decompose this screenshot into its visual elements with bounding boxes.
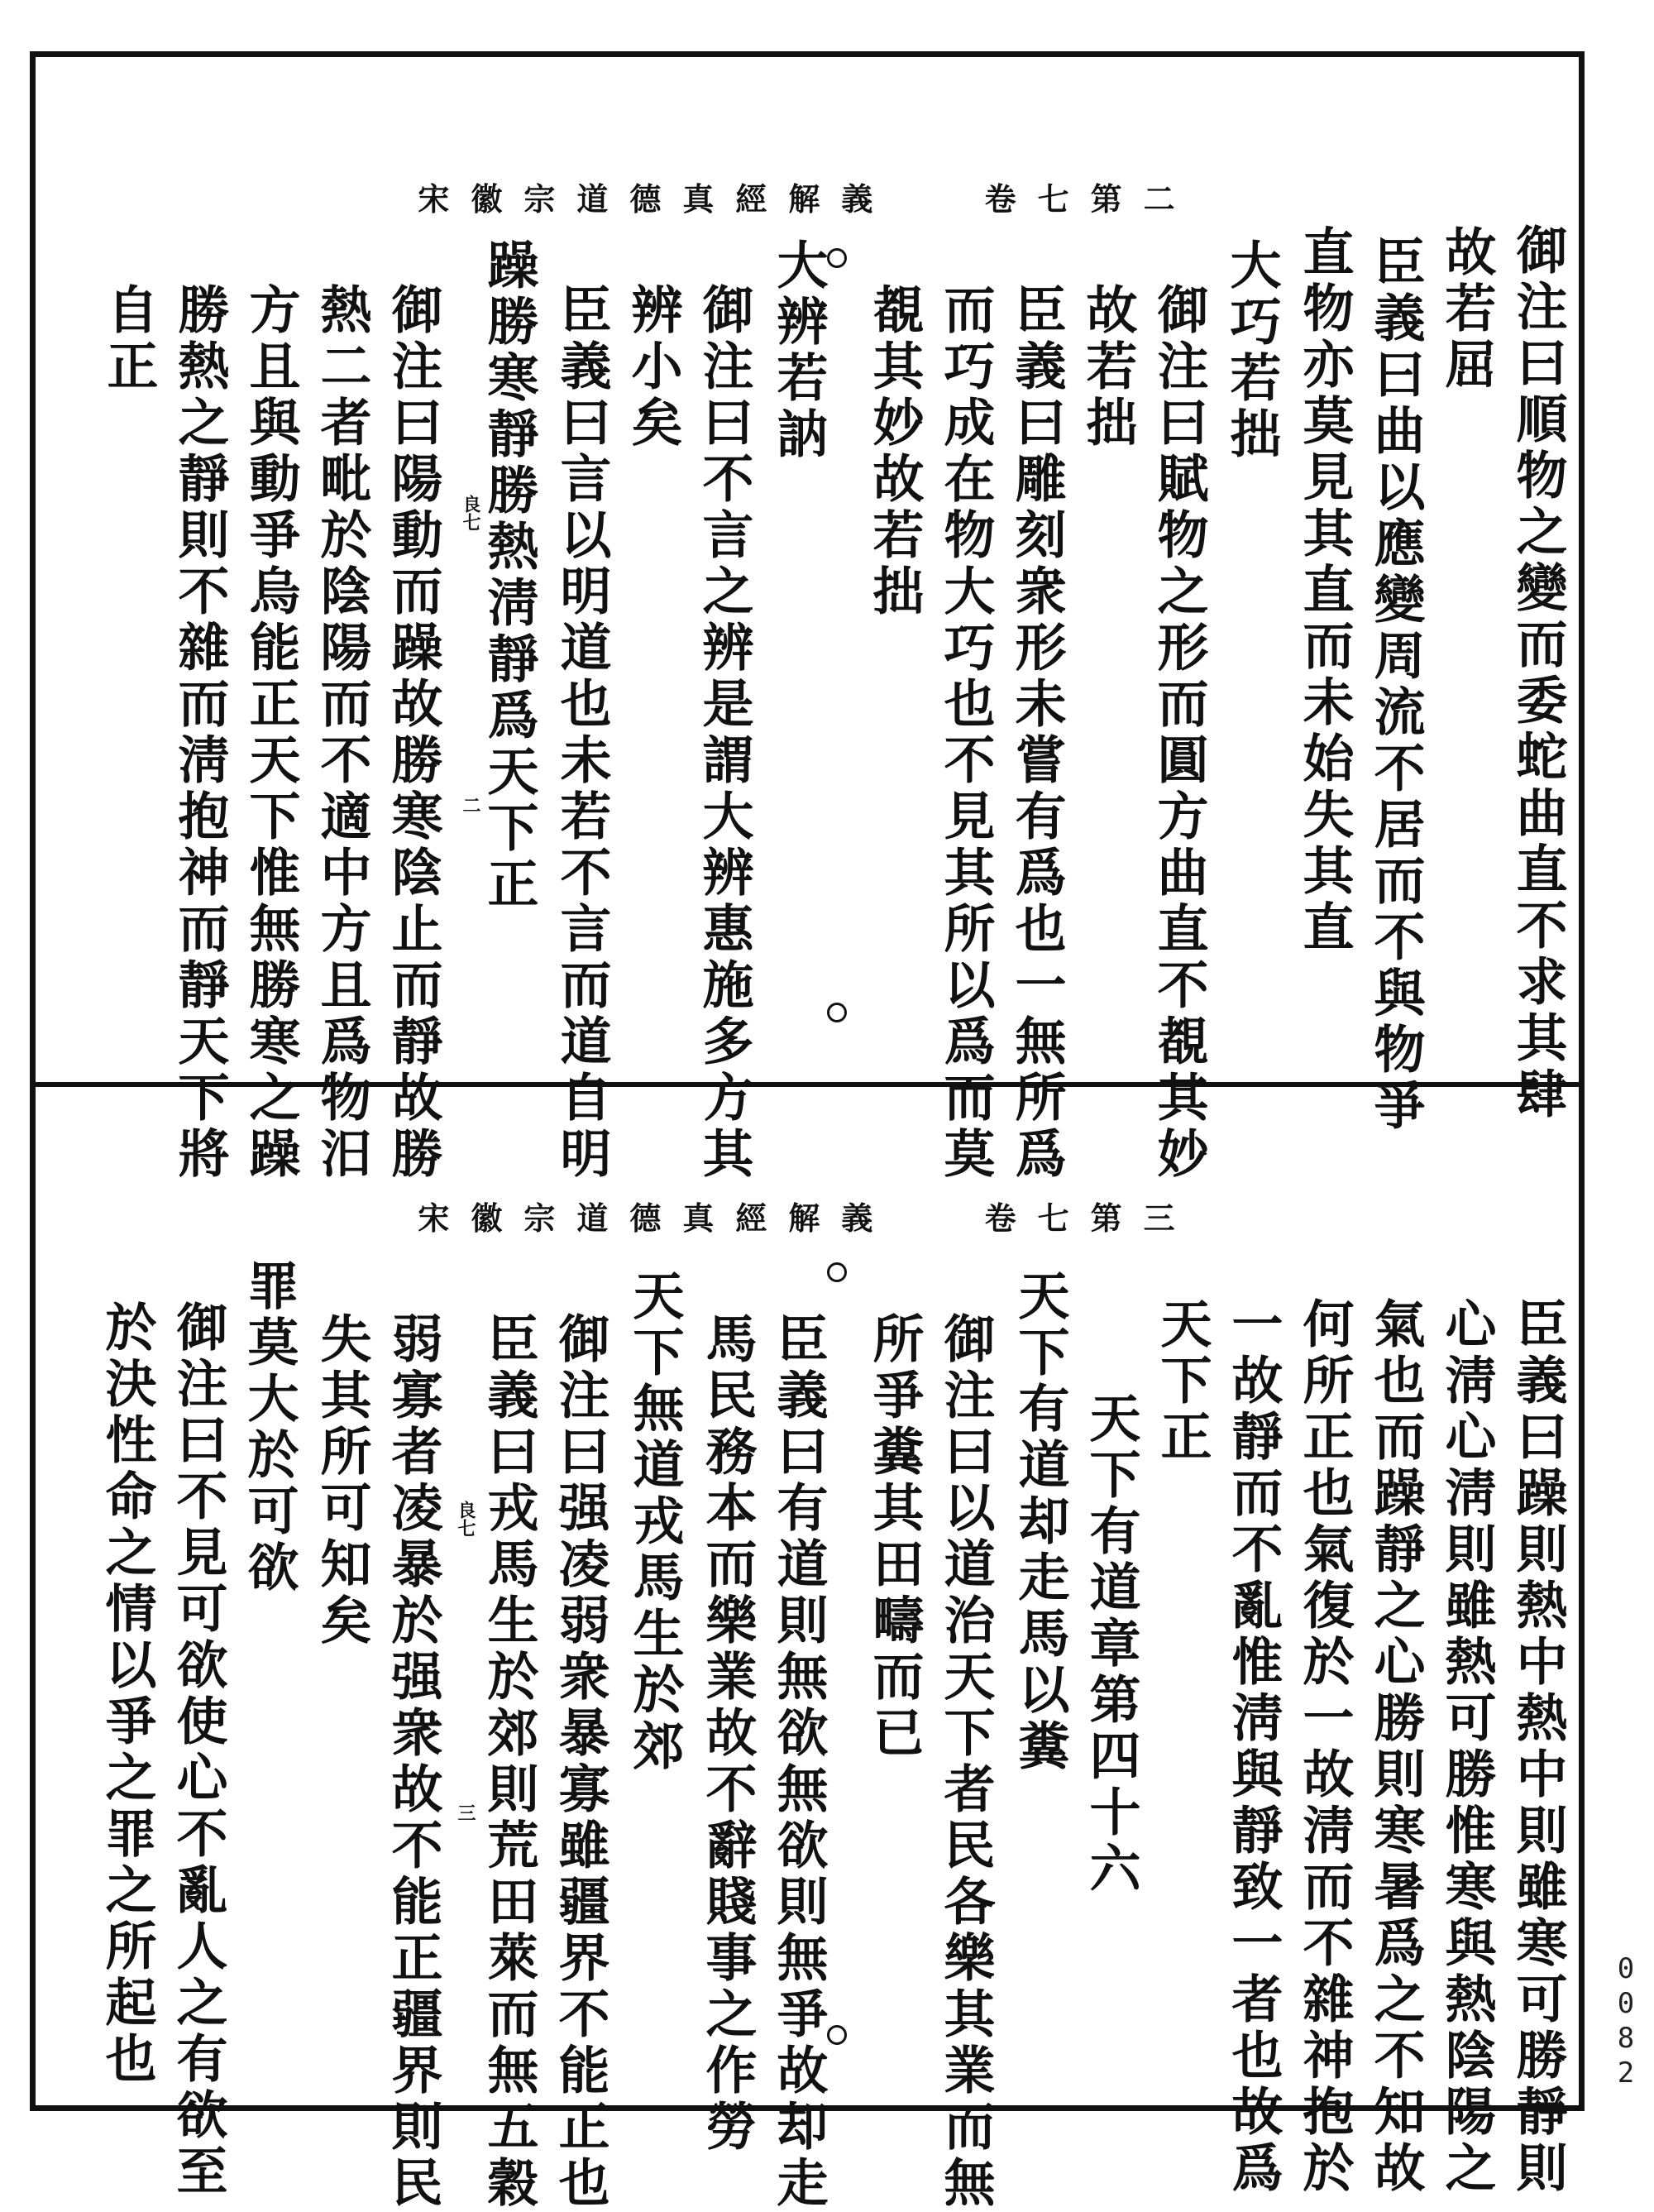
- text-column: 勝熱之靜則不雜而淸抱神而靜天下將: [170, 283, 230, 1183]
- text-column: 方且與動爭烏能正天下惟無勝寒之躁: [241, 283, 301, 1183]
- text-column: 辨小矣: [623, 283, 683, 452]
- text-column: 所爭糞其田疇而已: [864, 1312, 925, 1762]
- text-column: 故若屈: [1436, 225, 1497, 394]
- text-column: 馬民務本而樂業故不辭賤事之作勞: [697, 1312, 758, 2156]
- text-column: 御注曰强凌弱衆暴寡雖疆界不能正也: [550, 1312, 610, 2212]
- text-column-heading: 罪莫大於可欲: [239, 1259, 299, 1597]
- margin-mark: 良七: [460, 495, 481, 531]
- bottom-header-volume: 卷七第三: [984, 1199, 1197, 1237]
- text-column: 臣義曰戎馬生於郊則荒田萊而無五穀: [479, 1312, 539, 2212]
- text-column-heading: 天下有道却走馬以糞: [1010, 1269, 1070, 1775]
- text-column: 於決性命之情以爭之罪之所起也: [97, 1300, 157, 2088]
- bottom-header-title: 宋徽宗道德真經解義: [418, 1199, 895, 1237]
- margin-mark: 良七: [455, 1501, 476, 1537]
- page-number: 0082: [1609, 1952, 1642, 2091]
- chapter-title: 天下有道章第四十六: [1081, 1391, 1141, 1898]
- section-circle-mark: [827, 1262, 847, 1282]
- text-column: 熱二者毗於陰陽而不適中方且爲物汨: [312, 283, 372, 1183]
- bottom-running-header: [30, 1193, 1585, 1238]
- text-column: 一故靜而不亂惟淸與靜致一者也故爲: [1223, 1297, 1284, 2197]
- text-column-heading: 大辨若訥: [768, 238, 829, 463]
- text-column-heading: 躁勝寒靜勝熱淸靜爲天下正: [479, 238, 539, 913]
- text-column: 御注曰以道治天下者民各樂其業而無: [935, 1312, 996, 2212]
- text-column-heading: 大巧若拙: [1221, 238, 1282, 463]
- section-circle-mark: [827, 2025, 847, 2045]
- text-column: 氣也而躁靜之心勝則寒暑爲之不知故: [1365, 1297, 1426, 2197]
- text-column: 御注曰順物之變而委蛇曲直不求其肆: [1508, 223, 1568, 1123]
- top-panel: [30, 51, 1585, 1183]
- margin-mark: 二: [460, 796, 481, 814]
- text-column: 臣義曰有道則無欲無欲則無爭故却走: [768, 1312, 829, 2212]
- top-running-header: [30, 174, 1585, 219]
- text-column: 直物亦莫見其直而未始失其直: [1294, 225, 1355, 956]
- text-column: 弱寡者凌暴於强衆故不能正疆界則民: [383, 1312, 443, 2212]
- text-column: 御注曰不見可欲使心不亂人之有欲至: [168, 1300, 228, 2200]
- top-header-volume: 卷七第二: [984, 180, 1197, 218]
- text-column: 御注曰賦物之形而圓方曲直不覩其妙: [1149, 283, 1209, 1183]
- text-column: 覩其妙故若拙: [864, 283, 925, 620]
- section-circle-mark: [827, 1003, 847, 1022]
- text-column: 御注曰陽動而躁故勝寒陰止而靜故勝: [383, 283, 443, 1183]
- text-column: 臣義曰言以明道也未若不言而道自明: [552, 283, 612, 1183]
- text-column-heading: 天下無道戎馬生於郊: [624, 1269, 685, 1775]
- text-column: 故若拙: [1078, 283, 1138, 452]
- text-column: 心淸心淸則雖熱可勝惟寒與熱陰陽之: [1436, 1297, 1497, 2197]
- text-column: 御注曰不言之辨是謂大辨惠施多方其: [694, 283, 754, 1183]
- text-column: 臣義曰曲以應變周流不居而不與物爭: [1365, 235, 1426, 1135]
- top-header-title: 宋徽宗道德真經解義: [418, 180, 895, 218]
- text-column: 自正: [98, 283, 159, 395]
- text-column: 臣義曰躁則熱中熱中則雖寒可勝靜則: [1508, 1297, 1568, 2197]
- bottom-panel: [30, 1087, 1585, 2212]
- text-column: 臣義曰雕刻衆形未嘗有爲也一無所爲: [1006, 283, 1067, 1183]
- section-circle-mark: [827, 248, 847, 268]
- text-column-heading: 天下正: [1152, 1297, 1212, 1466]
- margin-mark: 三: [455, 1803, 476, 1822]
- text-column: 何所正也氣復於一故淸而不雜神抱於: [1294, 1297, 1355, 2197]
- text-column: 而巧成在物大巧也不見其所以爲而莫: [935, 283, 996, 1183]
- text-column: 失其所可知矣: [312, 1312, 372, 1649]
